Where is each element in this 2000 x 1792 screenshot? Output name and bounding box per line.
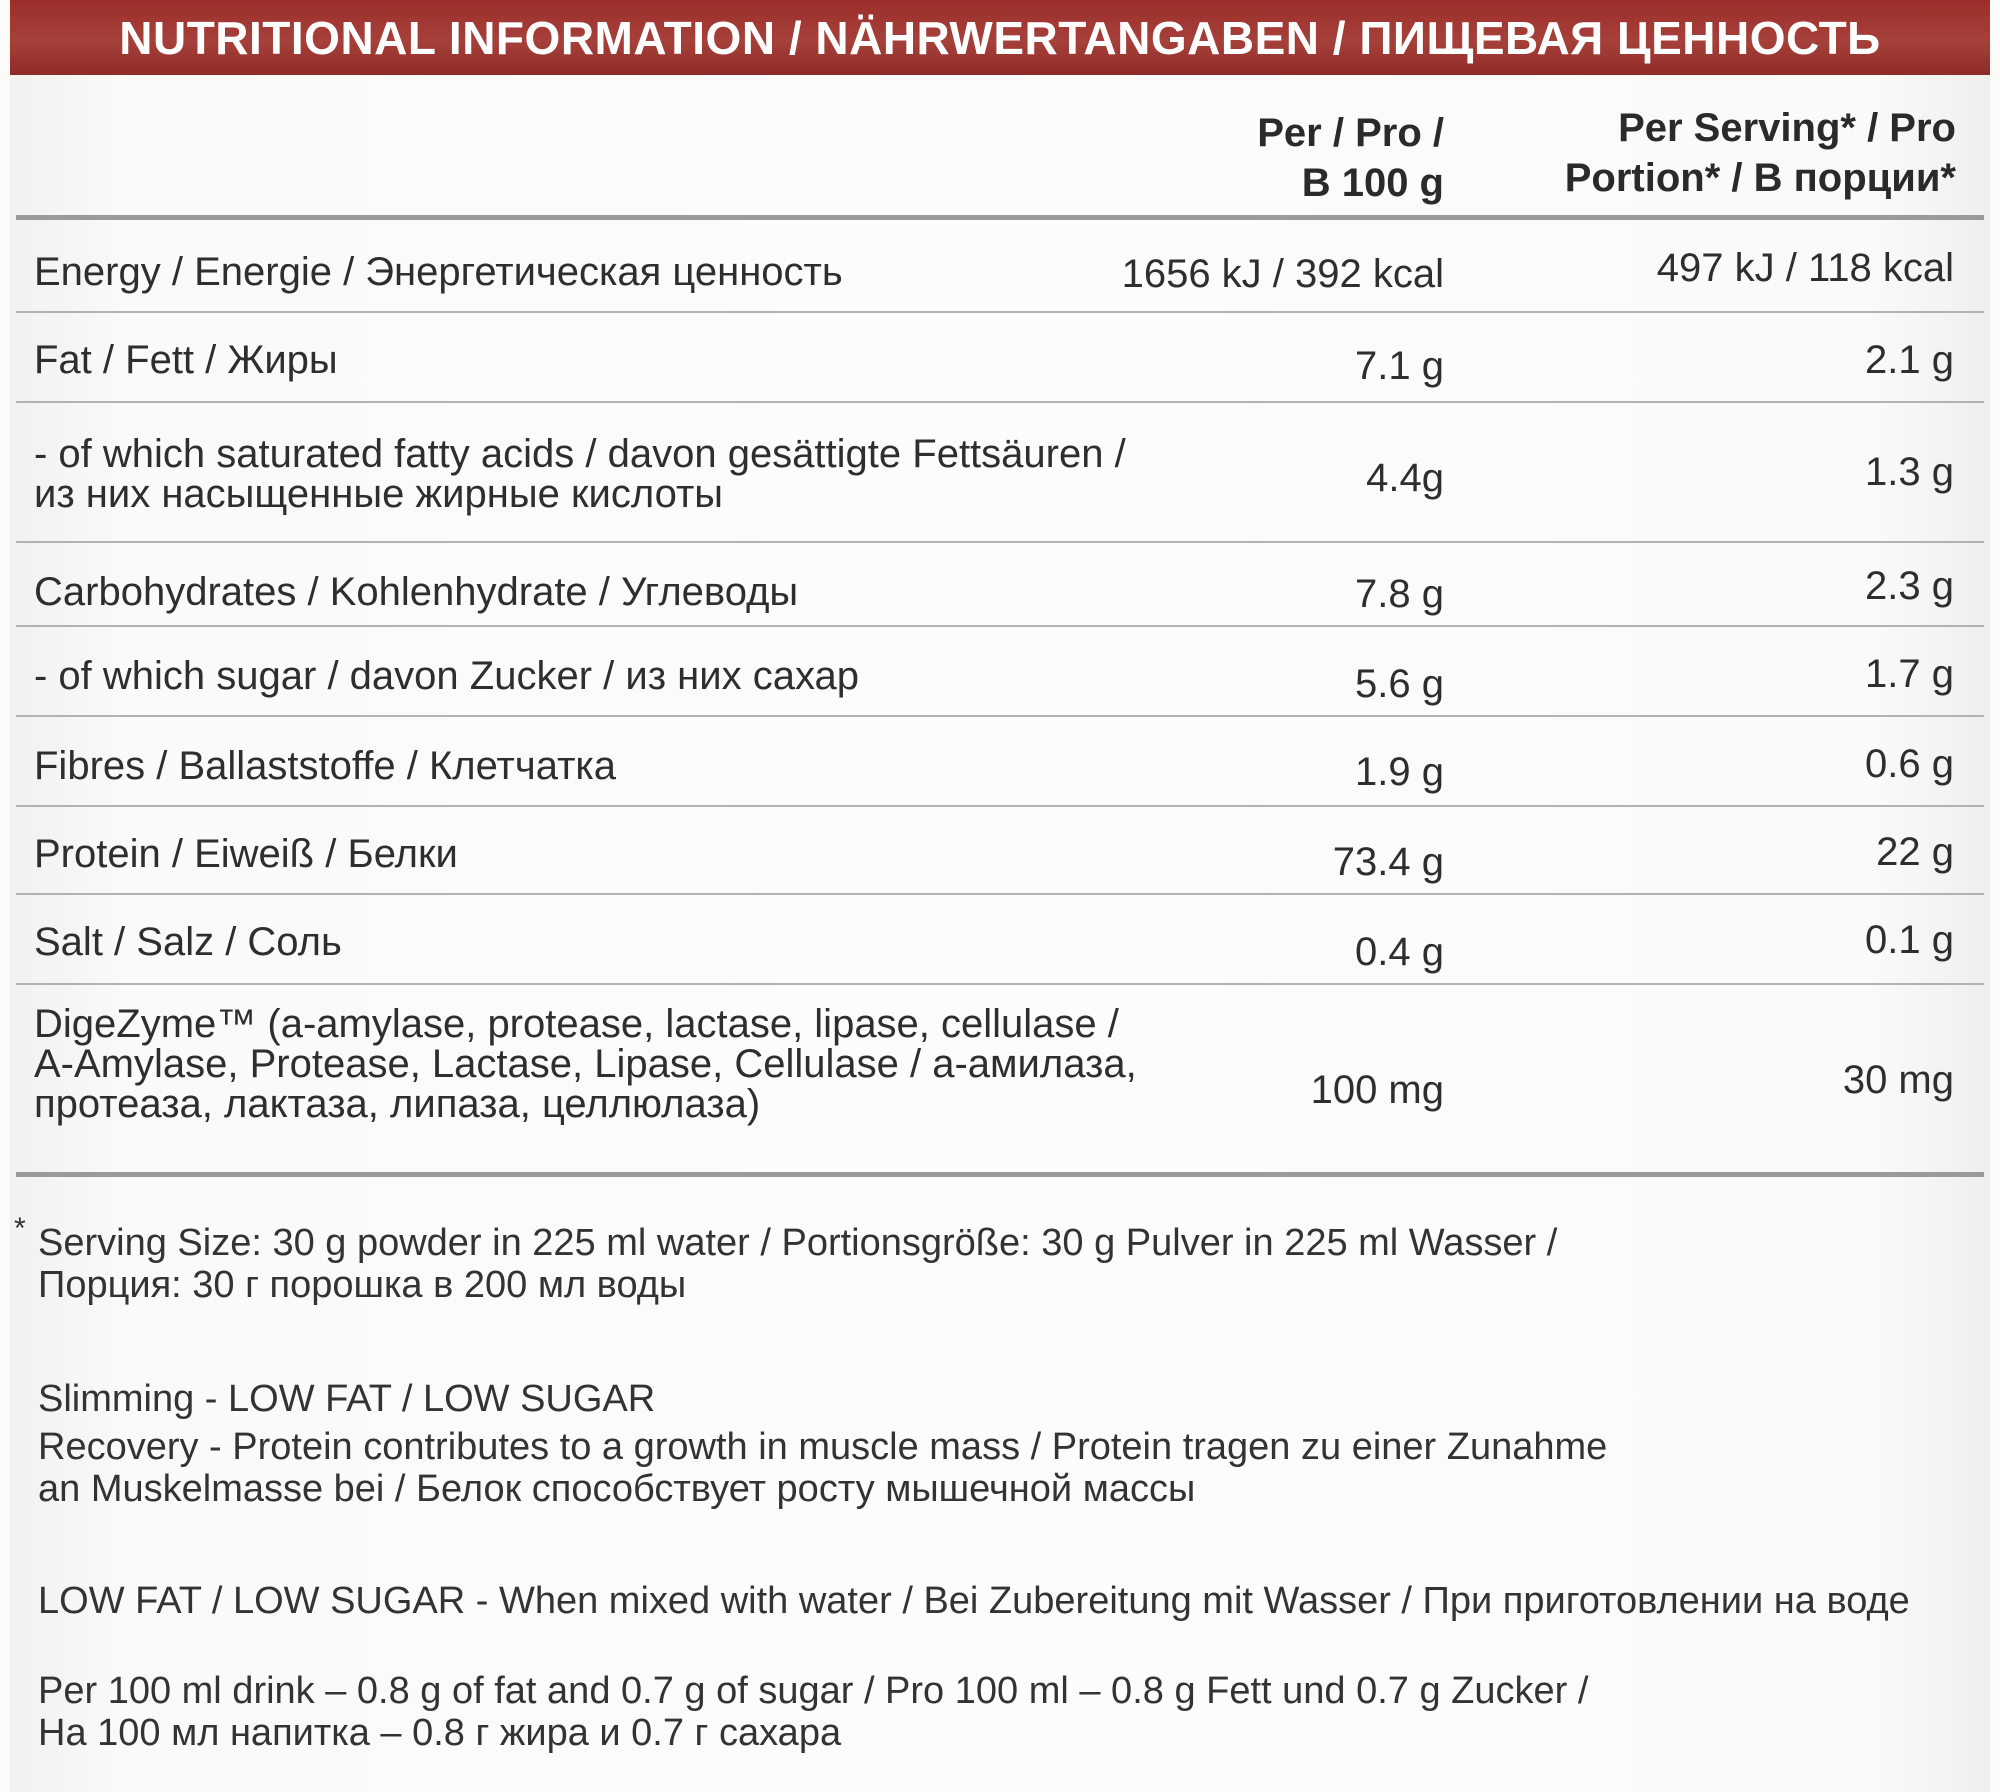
claim-recovery-line: Recovery - Protein contributes to a growth in muscle mass / Protein tragen zu einer Zunahme bbox=[38, 1426, 1608, 1468]
row-label-digezyme bbox=[34, 1002, 1137, 1126]
value-per-serving-carbohydrates: 2.3 g bbox=[1865, 564, 1954, 608]
table-bottom-divider bbox=[16, 1172, 1984, 1177]
column-header-per-100g-line1: Per / Pro / bbox=[1257, 111, 1444, 155]
row-label-line: Energy / Energie / Энергетическая ценность bbox=[34, 250, 843, 294]
value-per-100g-fat: 7.1 g bbox=[1355, 344, 1444, 388]
footnote-serving-size bbox=[38, 1222, 1557, 1306]
row-label-line: Fat / Fett / Жиры bbox=[34, 338, 338, 382]
value-per-serving-protein: 22 g bbox=[1876, 830, 1954, 874]
value-per-100g-salt: 0.4 g bbox=[1355, 930, 1444, 974]
row-label-fat bbox=[34, 340, 1134, 380]
value-per-serving-salt: 0.1 g bbox=[1865, 918, 1954, 962]
row-label-fibres bbox=[34, 746, 1134, 786]
value-per-100g-saturated-fatty-acids: 4.4g bbox=[1366, 456, 1444, 500]
value-per-serving-energy: 497 kJ / 118 kcal bbox=[1656, 246, 1954, 290]
value-per-100g-sugar: 5.6 g bbox=[1355, 662, 1444, 706]
row-label-protein bbox=[34, 834, 1134, 874]
row-divider bbox=[16, 983, 1984, 985]
row-label-line: - of which saturated fatty acids / davon gesättigte Fettsäuren / bbox=[34, 432, 1126, 476]
claim-drink-line: На 100 мл напитка – 0.8 г жира и 0.7 г сахара bbox=[38, 1712, 842, 1754]
value-per-serving-fat: 2.1 g bbox=[1865, 338, 1954, 382]
value-per-serving-sugar: 1.7 g bbox=[1865, 652, 1954, 696]
claim-drink-line: Per 100 ml drink – 0.8 g of fat and 0.7 g of sugar / Pro 100 ml – 0.8 g Fett und 0.7 g Zucker / bbox=[38, 1670, 1589, 1712]
value-per-100g-carbohydrates: 7.8 g bbox=[1355, 572, 1444, 616]
claim-per-100ml-drink bbox=[38, 1670, 1588, 1754]
value-per-serving-digezyme: 30 mg bbox=[1842, 1058, 1954, 1102]
footnote-line: Порция: 30 г порошка в 200 мл воды bbox=[38, 1264, 687, 1306]
row-divider bbox=[16, 805, 1984, 807]
row-label-energy bbox=[34, 252, 1134, 292]
row-label-line: из них насыщенные жирные кислоты bbox=[34, 472, 724, 516]
value-per-serving-fibres: 0.6 g bbox=[1865, 742, 1954, 786]
row-label-carbohydrates bbox=[34, 572, 1134, 612]
claim-recovery-line: an Muskelmasse bei / Белок способствует росту мышечной массы bbox=[38, 1468, 1196, 1510]
column-header-per-serving-line2: Portion* / B порции* bbox=[1564, 156, 1956, 200]
row-label-sugar bbox=[34, 656, 1134, 696]
page-title: NUTRITIONAL INFORMATION / NÄHRWERTANGABEN / ПИЩЕВАЯ ЦЕННОСТЬ bbox=[119, 11, 1881, 64]
row-label-line: Carbohydrates / Kohlenhydrate / Углеводы bbox=[34, 570, 799, 614]
row-divider bbox=[16, 625, 1984, 627]
row-label-saturated-fatty-acids bbox=[34, 434, 1134, 514]
claim-low-fat: LOW FAT / LOW SUGAR - When mixed with water / Bei Zubereitung mit Wasser / При приготовлении на воде bbox=[38, 1580, 1910, 1622]
footnote-marker: * bbox=[14, 1212, 26, 1245]
value-per-100g-protein: 73.4 g bbox=[1332, 840, 1444, 884]
row-divider bbox=[16, 401, 1984, 403]
row-label-line: DigeZyme™ (a-amylase, protease, lactase, lipase, cellulase / bbox=[34, 1002, 1119, 1046]
row-label-line: - of which sugar / davon Zucker / из них сахар bbox=[34, 654, 859, 698]
header-divider bbox=[16, 215, 1984, 220]
row-label-salt bbox=[34, 922, 1134, 962]
value-per-100g-energy: 1656 kJ / 392 kcal bbox=[1121, 252, 1444, 296]
row-label-line: протеаза, лактаза, липаза, целлюлаза) bbox=[34, 1082, 761, 1126]
footnote-line: Serving Size: 30 g powder in 225 ml water / Portionsgröße: 30 g Pulver in 225 ml Wasser / bbox=[38, 1222, 1558, 1264]
title-bar bbox=[10, 0, 1990, 75]
claim-recovery bbox=[38, 1426, 1607, 1510]
value-per-serving-saturated-fatty-acids: 1.3 g bbox=[1865, 450, 1954, 494]
row-divider bbox=[16, 311, 1984, 313]
row-divider bbox=[16, 893, 1984, 895]
row-label-line: Protein / Eiweiß / Белки bbox=[34, 832, 458, 876]
column-header-per-100g bbox=[1044, 108, 1444, 208]
row-label-line: Salt / Salz / Соль bbox=[34, 920, 342, 964]
row-divider bbox=[16, 541, 1984, 543]
column-header-per-serving-line1: Per Serving* / Pro bbox=[1618, 106, 1956, 150]
row-label-line: Fibres / Ballaststoffe / Клетчатка bbox=[34, 744, 617, 788]
value-per-100g-digezyme: 100 mg bbox=[1310, 1068, 1444, 1112]
value-per-100g-fibres: 1.9 g bbox=[1355, 750, 1444, 794]
claim-slimming: Slimming - LOW FAT / LOW SUGAR bbox=[38, 1378, 656, 1420]
row-label-line: A-Amylase, Protease, Lactase, Lipase, Cellulase / a-амилаза, bbox=[34, 1042, 1137, 1086]
row-divider bbox=[16, 715, 1984, 717]
column-header-per-100g-line2: B 100 g bbox=[1301, 161, 1444, 205]
column-header-per-serving bbox=[1436, 103, 1956, 203]
